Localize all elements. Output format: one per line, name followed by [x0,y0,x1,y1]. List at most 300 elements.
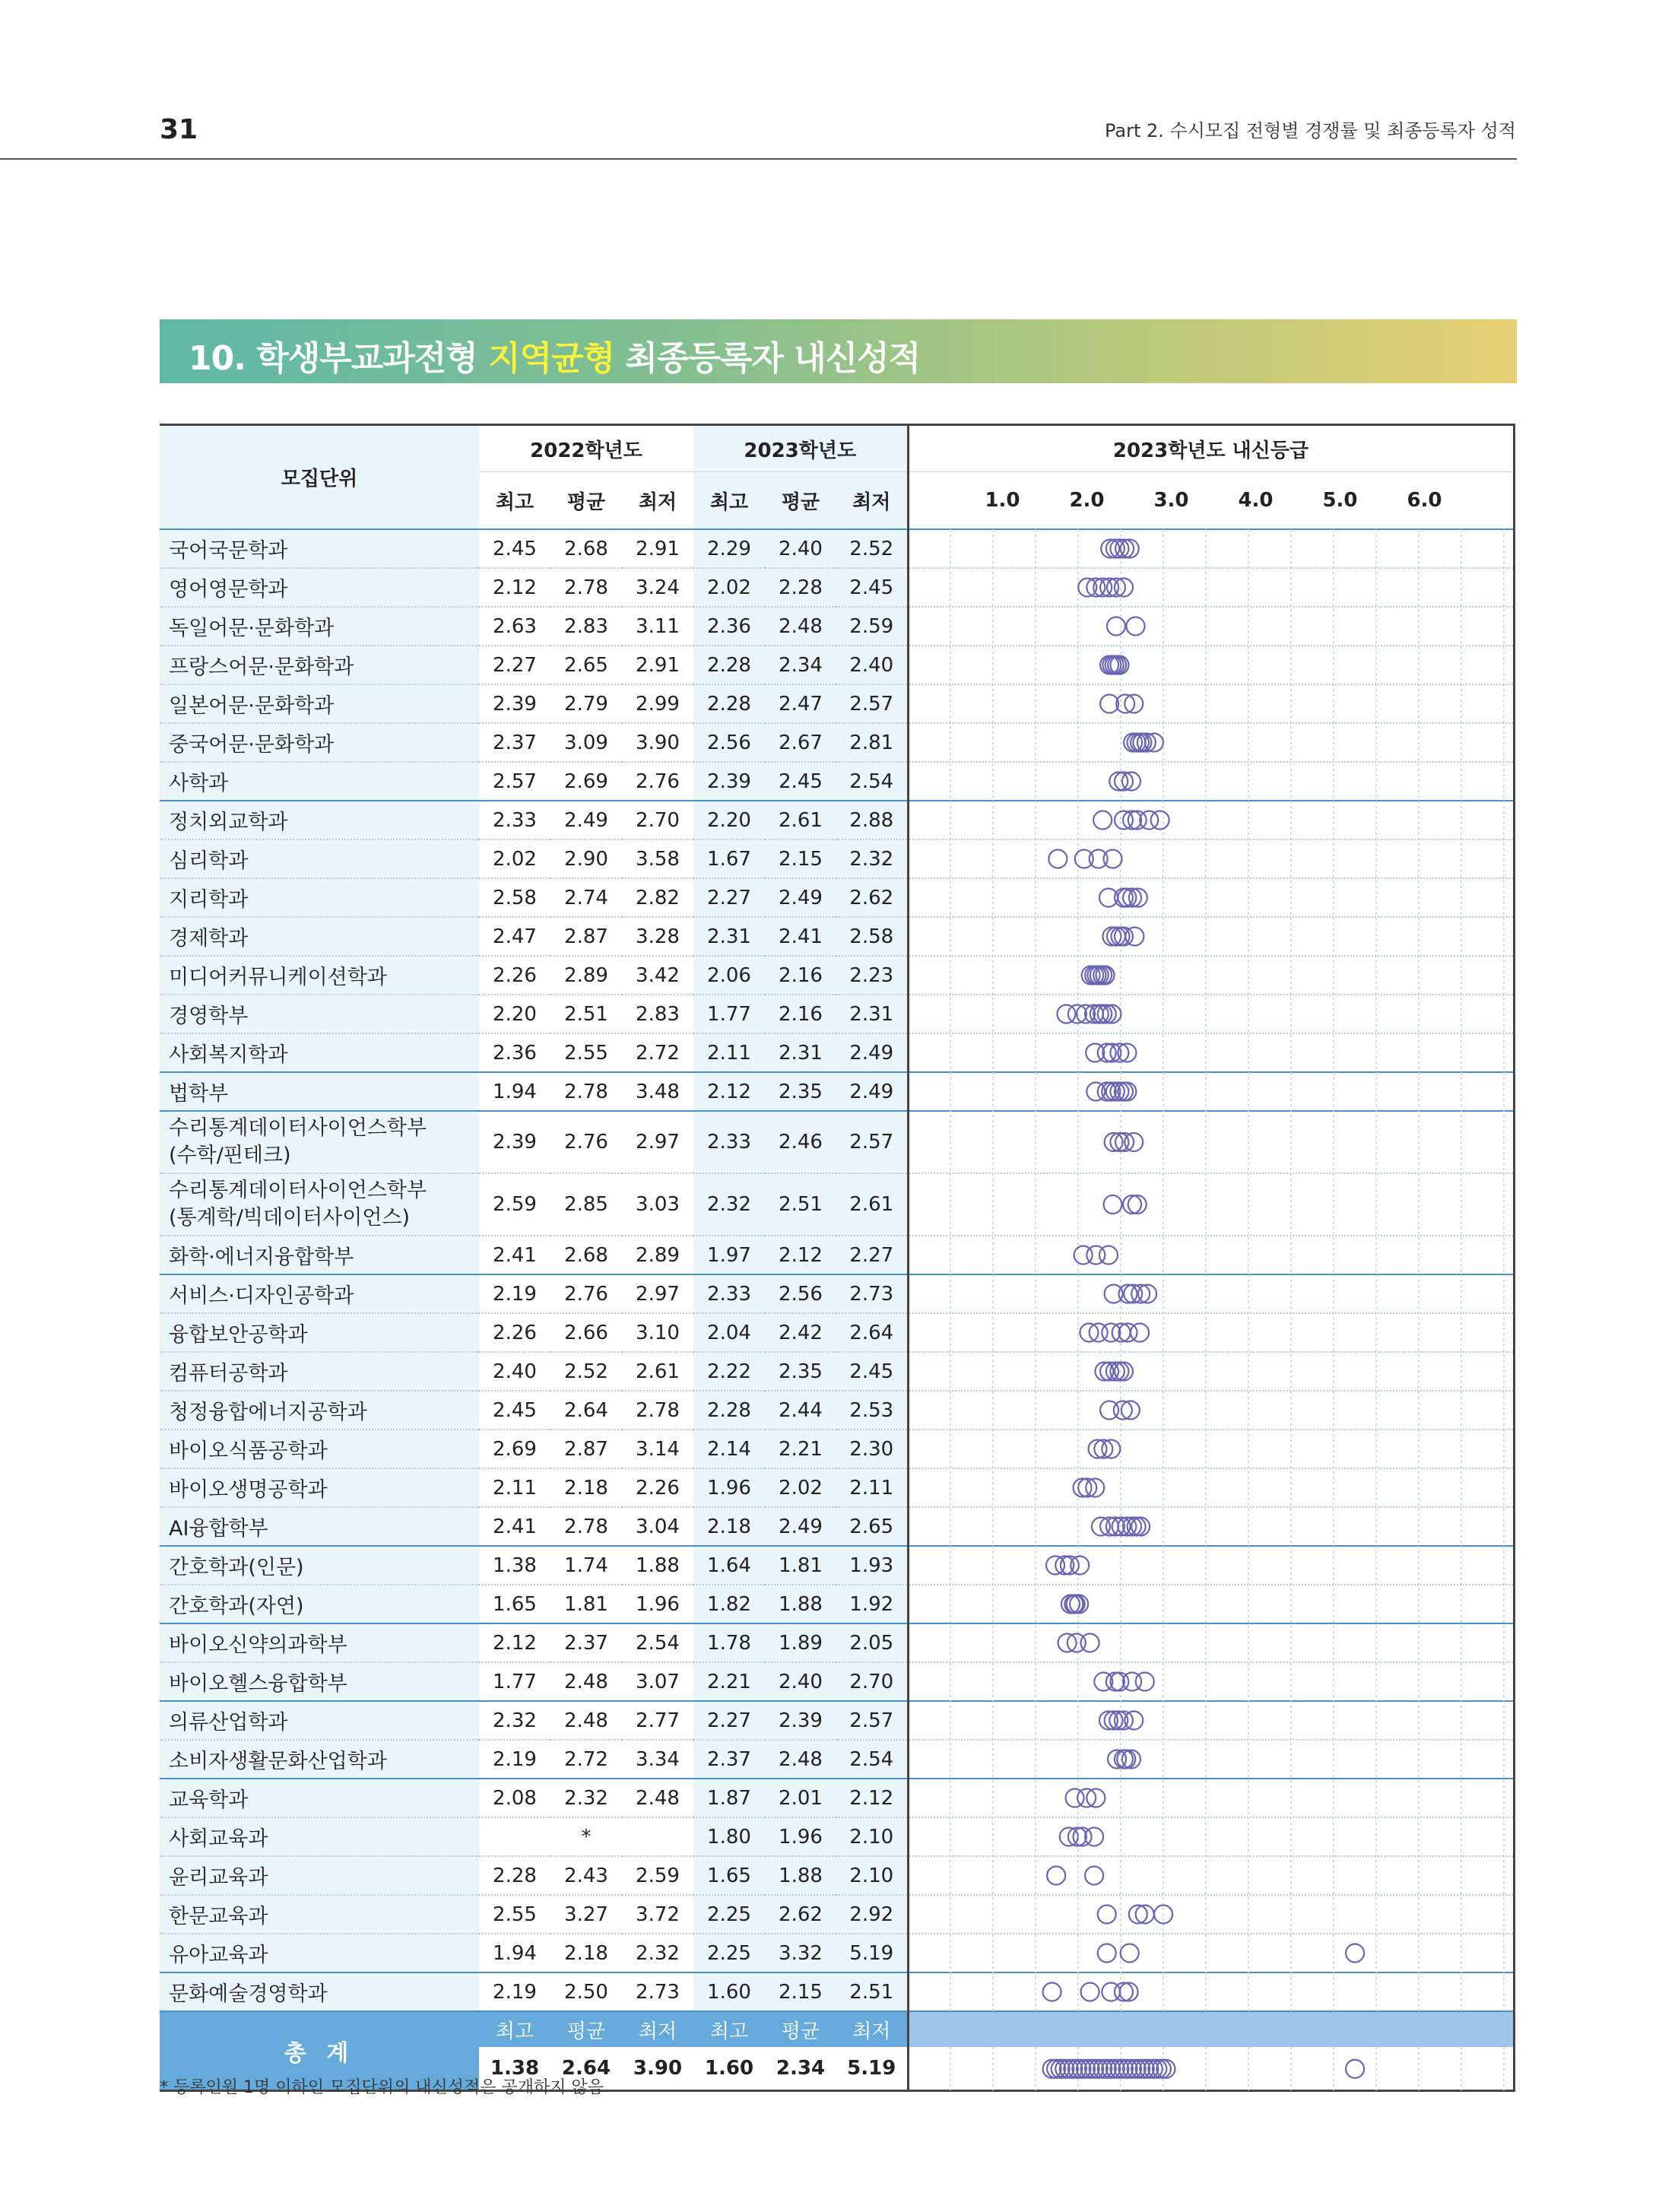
unit-name: 사회복지학과 [160,1033,479,1072]
total-subheader: 최저 [836,2011,908,2047]
cell-2022-max: 2.45 [479,529,550,568]
cell-2023-avg: 2.28 [765,568,836,607]
cell-2022-max: 2.12 [479,568,550,607]
cell-2022-avg: 2.51 [550,995,622,1033]
cell-2023-avg: 2.62 [765,1895,836,1934]
cell-2023-min: 1.93 [836,1546,908,1585]
cell-2023-max: 2.11 [693,1033,765,1072]
chart-cell [908,1740,1514,1779]
unit-name: 소비자생활문화산업학과 [160,1740,479,1779]
cell-2022-max: 2.33 [479,801,550,839]
cell-2023-max: 1.78 [693,1623,765,1662]
chart-cell [908,1585,1514,1623]
chart-cell [908,1468,1514,1507]
cell-2023-min: 2.92 [836,1895,908,1934]
cell-2022-min: 3.48 [622,1072,693,1111]
cell-2022-max: 1.94 [479,1934,550,1972]
unit-name: 문화예술경영학과 [160,1972,479,2011]
cell-2023-max: 1.65 [693,1856,765,1895]
chart-cell [908,646,1514,684]
cell-2022-min: 3.42 [622,956,693,995]
unit-name: 컴퓨터공학과 [160,1352,479,1391]
cell-2022-max: 2.41 [479,1507,550,1546]
table-row [160,1430,1514,1468]
cell-2022-min: 1.96 [622,1585,693,1623]
chart-cell [908,917,1514,956]
cell-2023-max: 2.27 [693,1701,765,1740]
table-row [160,1111,1514,1173]
cell-2023-max: 1.82 [693,1585,765,1623]
cell-2023-max: 2.36 [693,607,765,646]
table-row [160,1173,1514,1236]
title-suffix: 최종등록자 내신성적 [614,339,921,378]
cell-2023-avg: 2.51 [765,1173,836,1236]
cell-2023-avg: 2.15 [765,839,836,878]
cell-2022-max: 2.26 [479,956,550,995]
cell-2022-avg: 2.32 [550,1779,622,1817]
cell-2023-avg: 2.67 [765,723,836,762]
cell-2023-avg: 2.44 [765,1391,836,1430]
cell-2023-min: 1.92 [836,1585,908,1623]
cell-2022-min: 2.83 [622,995,693,1033]
unit-name: 교육학과 [160,1779,479,1817]
cell-2023-max: 2.28 [693,684,765,723]
chart-cell [908,1895,1514,1934]
footnote: * 등록인원 1명 이하인 모집단위의 내신성적은 공개하지 않음 [160,2078,604,2097]
unit-name: 바이오신약의과학부 [160,1623,479,1662]
cell-2022-max: 2.19 [479,1274,550,1313]
cell-2023-min: 2.49 [836,1033,908,1072]
total-value: 3.90 [622,2047,693,2091]
unit-name: 수리통계데이터사이언스학부 (수학/핀테크) [160,1111,479,1173]
unit-name: 정치외교학과 [160,801,479,839]
chart-cell [908,878,1514,917]
cell-2022-min: 3.14 [622,1430,693,1468]
cell-2022-min: 2.32 [622,1934,693,1972]
unit-name: 화학·에너지융합학부 [160,1236,479,1274]
table-row [160,1585,1514,1623]
axis-tick-label: 6.0 [1407,489,1442,512]
unit-name: 의류산업학과 [160,1701,479,1740]
cell-2022-max: 2.55 [479,1895,550,1934]
col-2022-max: 최고 [479,472,550,530]
table-row [160,762,1514,801]
year-2022-header: 2022학년도 [479,425,693,472]
table-row [160,1072,1514,1111]
cell-2022-max: 1.65 [479,1585,550,1623]
cell-2022-min: 3.28 [622,917,693,956]
cell-2023-avg: 2.40 [765,1662,836,1701]
chart-cell [908,1274,1514,1313]
total-chart-cell [908,2047,1514,2091]
cell-2022-min: 2.59 [622,1856,693,1895]
total-label: 총 계 [160,2011,479,2091]
axis-tick-label: 3.0 [1153,489,1189,512]
cell-2022-avg: 2.87 [550,1430,622,1468]
cell-2022-avg: 2.85 [550,1173,622,1236]
total-subheader: 최고 [693,2011,765,2047]
cell-2023-max: 2.27 [693,878,765,917]
cell-2023-min: 2.62 [836,878,908,917]
cell-2022-avg: 2.68 [550,529,622,568]
chart-cell [908,568,1514,607]
cell-2022-max: 2.58 [479,878,550,917]
cell-2022-max: 2.37 [479,723,550,762]
unit-name: 바이오식품공학과 [160,1430,479,1468]
cell-2022-min: 2.77 [622,1701,693,1740]
cell-2022-max: 2.36 [479,1033,550,1072]
cell-2023-min: 2.10 [836,1856,908,1895]
cell-2023-avg: 2.35 [765,1352,836,1391]
col-2023-min: 최저 [836,472,908,530]
cell-2023-min: 2.53 [836,1391,908,1430]
unit-name: 법학부 [160,1072,479,1111]
cell-2022-min: 2.99 [622,684,693,723]
axis-tick-label: 5.0 [1322,489,1358,512]
cell-2022-max: 2.27 [479,646,550,684]
cell-2022-min: 1.88 [622,1546,693,1585]
chart-cell [908,1934,1514,1972]
cell-2023-max: 1.96 [693,1468,765,1507]
cell-2023-avg: 2.42 [765,1313,836,1352]
cell-2023-min: 2.32 [836,839,908,878]
cell-2023-min: 2.81 [836,723,908,762]
cell-2023-min: 2.57 [836,1701,908,1740]
total-value: 5.19 [836,2047,908,2091]
cell-2023-avg: 1.89 [765,1623,836,1662]
chart-cell [908,956,1514,995]
table-row [160,1546,1514,1585]
table-row [160,1468,1514,1507]
col-2023-max: 최고 [693,472,765,530]
cell-2023-max: 2.18 [693,1507,765,1546]
cell-2022-max: 1.77 [479,1662,550,1701]
title-highlight: 지역균형 [488,339,615,378]
running-title: Part 2. 수시모집 전형별 경쟁률 및 최종등록자 성적 [1105,120,1516,141]
unit-name: 융합보안공학과 [160,1313,479,1352]
cell-2022-max: 2.57 [479,762,550,801]
cell-2023-avg: 2.56 [765,1274,836,1313]
cell-2022-max: 2.19 [479,1740,550,1779]
total-value: 1.38 [479,2047,550,2091]
cell-2023-max: 1.87 [693,1779,765,1817]
unit-name: 지리학과 [160,878,479,917]
table-row [160,1507,1514,1546]
chart-cell [908,1623,1514,1662]
cell-2023-avg: 2.35 [765,1072,836,1111]
unit-name: 사회교육과 [160,1817,479,1856]
cell-2023-max: 1.60 [693,1972,765,2011]
cell-2022-avg: 2.48 [550,1701,622,1740]
cell-2023-max: 2.20 [693,801,765,839]
cell-2023-min: 2.59 [836,607,908,646]
table-row [160,1856,1514,1895]
cell-2022-min: 2.89 [622,1236,693,1274]
chart-cell [908,1779,1514,1817]
chart-cell [908,1856,1514,1895]
unit-name: 영어영문학과 [160,568,479,607]
cell-2023-avg: 2.41 [765,917,836,956]
cell-2023-min: 2.30 [836,1430,908,1468]
cell-2023-min: 2.57 [836,1111,908,1173]
cell-2023-avg: 2.12 [765,1236,836,1274]
cell-2023-avg: 1.88 [765,1856,836,1895]
cell-2023-min: 2.54 [836,1740,908,1779]
cell-2022-min: 2.97 [622,1274,693,1313]
cell-2022-max: 2.63 [479,607,550,646]
unit-name: 바이오생명공학과 [160,1468,479,1507]
cell-2023-max: 1.67 [693,839,765,878]
table-row [160,917,1514,956]
cell-2023-max: 1.97 [693,1236,765,1274]
cell-2022-min: 3.10 [622,1313,693,1352]
cell-2023-avg: 3.32 [765,1934,836,1972]
cell-2022-min: 2.70 [622,801,693,839]
cell-2022-avg: 2.89 [550,956,622,995]
cell-2022-avg: 2.18 [550,1468,622,1507]
table-row [160,956,1514,995]
cell-2022-min: 3.11 [622,607,693,646]
cell-2022-avg: 3.09 [550,723,622,762]
cell-2023-min: 2.23 [836,956,908,995]
cell-2022-avg: 2.65 [550,646,622,684]
chart-cell [908,723,1514,762]
total-value: 2.64 [550,2047,622,2091]
cell-2022-avg: 2.79 [550,684,622,723]
table-row [160,1779,1514,1817]
unit-name: 한문교육과 [160,1895,479,1934]
cell-2022-min: 3.04 [622,1507,693,1546]
cell-2023-avg: 1.81 [765,1546,836,1585]
chart-cell [908,1701,1514,1740]
cell-2022-max: 2.19 [479,1972,550,2011]
unit-header: 모집단위 [160,425,479,530]
cell-2022-max: 2.41 [479,1236,550,1274]
unit-name: 경영학부 [160,995,479,1033]
cell-2022-max: 2.08 [479,1779,550,1817]
table-row [160,1972,1514,2011]
cell-2023-avg: 2.02 [765,1468,836,1507]
chart-cell [908,1391,1514,1430]
table-row [160,723,1514,762]
unit-name: 간호학과(인문) [160,1546,479,1585]
cell-2022-min: 2.97 [622,1111,693,1173]
table-row [160,1623,1514,1662]
cell-2022-min: 3.58 [622,839,693,878]
cell-2023-avg: 2.39 [765,1701,836,1740]
unit-name: 미디어커뮤니케이션학과 [160,956,479,995]
cell-2022-min: 3.90 [622,723,693,762]
table-row [160,995,1514,1033]
col-2022-avg: 평균 [550,472,622,530]
cell-2023-min: 2.45 [836,1352,908,1391]
cell-2023-max: 1.77 [693,995,765,1033]
cell-2023-max: 2.21 [693,1662,765,1701]
cell-2022-avg: 2.64 [550,1391,622,1430]
cell-2023-min: 2.88 [836,801,908,839]
cell-2023-max: 2.37 [693,1740,765,1779]
cell-2023-avg: 2.34 [765,646,836,684]
cell-2023-min: 2.11 [836,1468,908,1507]
cell-2022-min [622,1817,693,1856]
chart-cell [908,801,1514,839]
total-subheader: 최고 [479,2011,550,2047]
cell-2022-max: 2.39 [479,684,550,723]
chart-cell [908,1817,1514,1856]
cell-2023-avg: 2.49 [765,1507,836,1546]
cell-2022-avg: 2.55 [550,1033,622,1072]
chart-cell [908,1313,1514,1352]
cell-2022-avg: 2.87 [550,917,622,956]
cell-2022-avg: 2.83 [550,607,622,646]
unit-name: 일본어문·문화학과 [160,684,479,723]
table-row [160,1033,1514,1072]
table-row [160,839,1514,878]
cell-2022-max: 2.69 [479,1430,550,1468]
cell-2023-min: 2.64 [836,1313,908,1352]
table-row [160,1236,1514,1274]
cell-2023-avg: 1.96 [765,1817,836,1856]
cell-2022-avg: 2.69 [550,762,622,801]
table-row [160,1701,1514,1740]
cell-2022-max: 1.94 [479,1072,550,1111]
chart-cell [908,1173,1514,1236]
cell-2022-min: 3.34 [622,1740,693,1779]
cell-2022-avg: 2.49 [550,801,622,839]
cell-2022-min: 3.24 [622,568,693,607]
page-number: 31 [160,114,198,145]
cell-2023-max: 2.25 [693,1934,765,1972]
cell-2023-min: 2.10 [836,1817,908,1856]
cell-2023-min: 2.49 [836,1072,908,1111]
cell-2022-min: 2.78 [622,1391,693,1430]
cell-2022-min: 2.91 [622,529,693,568]
cell-2023-max: 2.33 [693,1111,765,1173]
cell-2023-avg: 2.16 [765,956,836,995]
unit-name: 독일어문·문화학과 [160,607,479,646]
chart-cell [908,1662,1514,1701]
header-rule [0,158,1517,160]
cell-2023-max: 2.12 [693,1072,765,1111]
cell-2023-max: 2.39 [693,762,765,801]
table-row [160,1895,1514,1934]
table-row [160,1352,1514,1391]
table-row [160,1391,1514,1430]
unit-name: 청정융합에너지공학과 [160,1391,479,1430]
chart-cell [908,1507,1514,1546]
cell-2022-min: 2.82 [622,878,693,917]
cell-2023-max: 2.31 [693,917,765,956]
cell-2022-min: 2.73 [622,1972,693,2011]
total-subheader: 평균 [765,2011,836,2047]
unit-name: 간호학과(자연) [160,1585,479,1623]
cell-2022-avg: 2.78 [550,1072,622,1111]
unit-name: 유아교육과 [160,1934,479,1972]
chart-cell [908,529,1514,568]
cell-2023-min: 2.52 [836,529,908,568]
chart-cell [908,995,1514,1033]
cell-2022-max: 2.28 [479,1856,550,1895]
cell-2023-avg: 2.45 [765,762,836,801]
col-2023-avg: 평균 [765,472,836,530]
cell-2022-avg: 1.74 [550,1546,622,1585]
cell-2023-max: 2.04 [693,1313,765,1352]
chart-cell [908,1972,1514,2011]
cell-2023-avg: 2.31 [765,1033,836,1072]
unit-name: 프랑스어문·문화학과 [160,646,479,684]
cell-2022-avg: 2.72 [550,1740,622,1779]
unit-name: 서비스·디자인공학과 [160,1274,479,1313]
axis-tick-label: 2.0 [1069,489,1105,512]
axis-tick-label: 4.0 [1238,489,1274,512]
cell-2022-avg: 3.27 [550,1895,622,1934]
cell-2023-avg: 2.16 [765,995,836,1033]
cell-2022-avg: 2.90 [550,839,622,878]
cell-2023-avg: 1.88 [765,1585,836,1623]
col-2022-min: 최저 [622,472,693,530]
table-row [160,529,1514,568]
cell-2023-max: 2.22 [693,1352,765,1391]
cell-2023-max: 2.56 [693,723,765,762]
chart-cell [908,1352,1514,1391]
cell-2022-max: 2.12 [479,1623,550,1662]
grade-table [160,424,1515,2092]
cell-2023-min: 2.12 [836,1779,908,1817]
cell-2023-min: 2.54 [836,762,908,801]
cell-2022-avg: 2.68 [550,1236,622,1274]
cell-2022-min: 2.48 [622,1779,693,1817]
cell-2023-min: 2.27 [836,1236,908,1274]
cell-2022-max: 1.38 [479,1546,550,1585]
unit-name: 바이오헬스융합학부 [160,1662,479,1701]
cell-2022-avg: 2.43 [550,1856,622,1895]
cell-2023-avg: 2.48 [765,607,836,646]
table-row [160,1740,1514,1779]
cell-2022-max: 2.47 [479,917,550,956]
cell-2022-avg: 2.18 [550,1934,622,1972]
cell-2022-max: 2.40 [479,1352,550,1391]
section-title [189,331,920,379]
cell-2022-max: 2.26 [479,1313,550,1352]
cell-2022-avg: 2.76 [550,1274,622,1313]
table-row [160,607,1514,646]
title-prefix: 10. 학생부교과전형 [189,339,489,378]
section-banner [160,319,1517,383]
chart-cell [908,1236,1514,1274]
cell-2023-min: 2.61 [836,1173,908,1236]
table-row [160,568,1514,607]
cell-2023-avg: 2.61 [765,801,836,839]
cell-2022-max [479,1817,550,1856]
cell-2023-max: 2.25 [693,1895,765,1934]
axis-tick-label: 1.0 [985,489,1020,512]
chart-cell [908,1072,1514,1111]
cell-2023-max: 2.28 [693,1391,765,1430]
cell-2022-avg: 2.78 [550,1507,622,1546]
cell-2022-max: 2.45 [479,1391,550,1430]
total-subheader: 평균 [550,2011,622,2047]
cell-2022-avg: 2.74 [550,878,622,917]
cell-2022-avg: 2.66 [550,1313,622,1352]
cell-2023-avg: 2.48 [765,1740,836,1779]
unit-name: 심리학과 [160,839,479,878]
chart-cell [908,684,1514,723]
cell-2022-avg: 2.37 [550,1623,622,1662]
chart-cell [908,1033,1514,1072]
cell-2023-min: 2.05 [836,1623,908,1662]
cell-2023-max: 1.64 [693,1546,765,1585]
cell-2023-max: 2.02 [693,568,765,607]
